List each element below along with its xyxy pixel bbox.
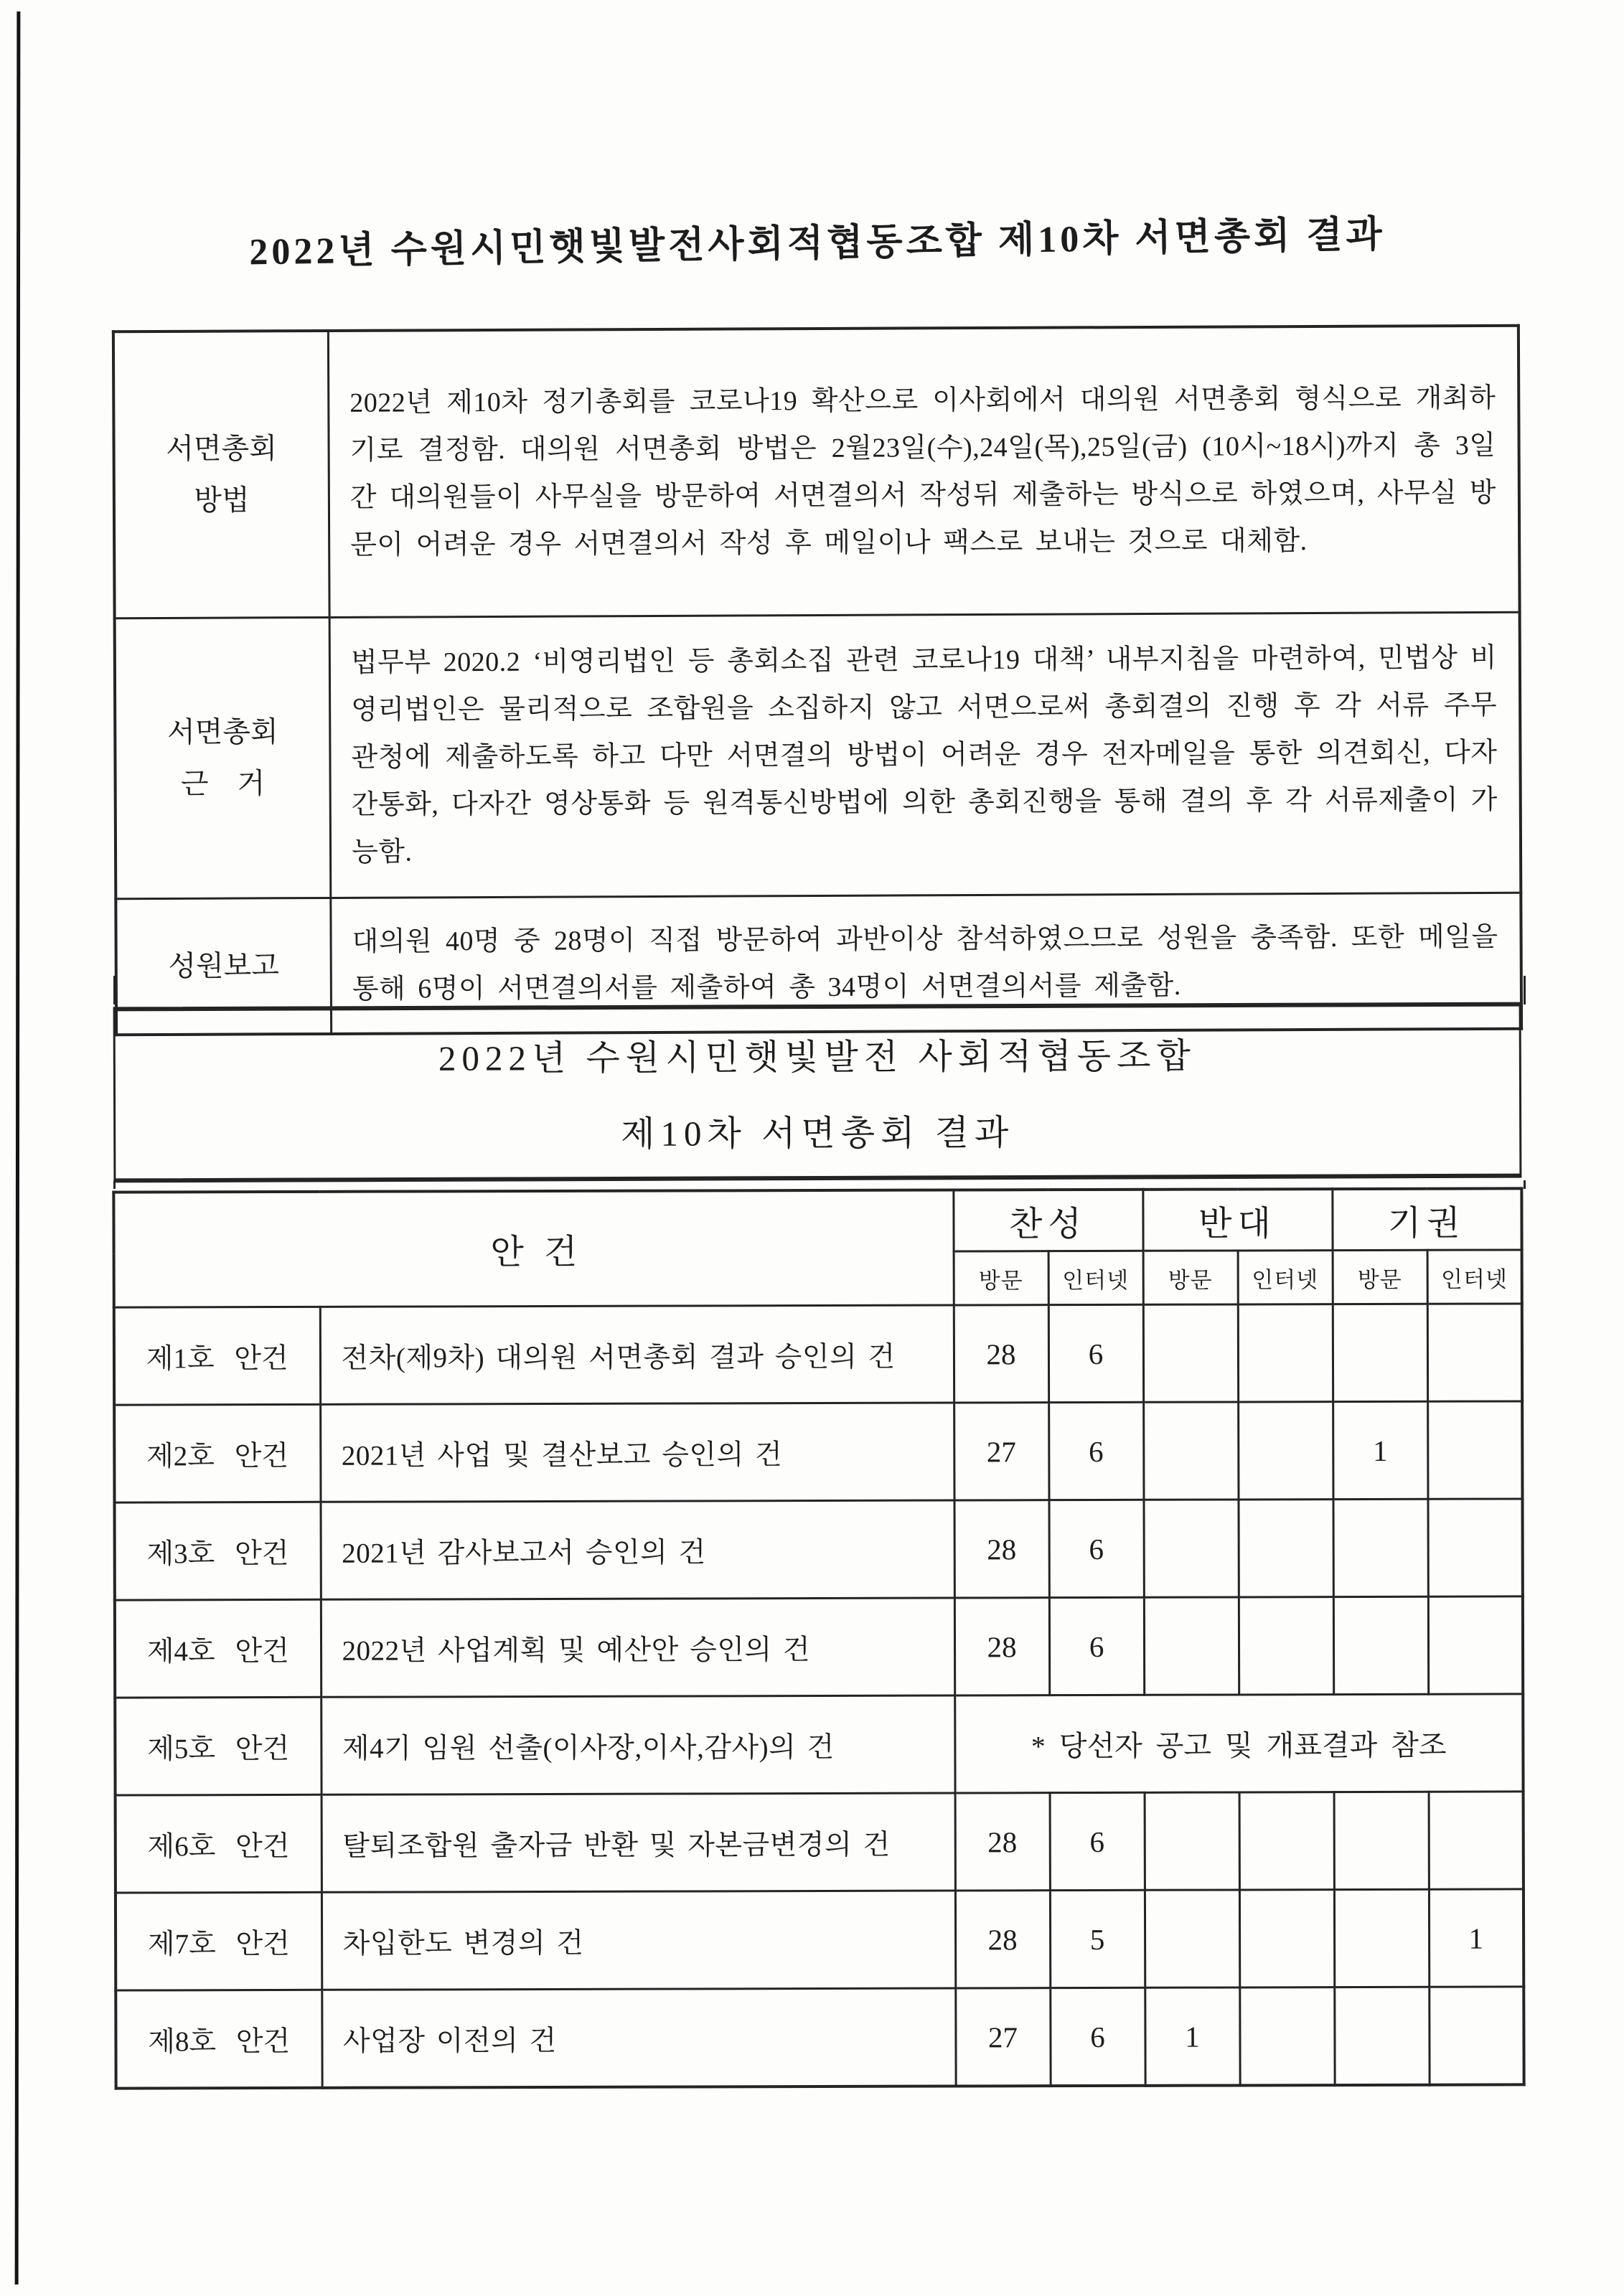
info-row-label-line: 방법 [194,484,250,517]
meeting-info-table [112,324,1523,1037]
info-row-content: 2022년 제10차 정기총회를 코로나19 확산으로 이사회에서 대의원 서면총회 형식으로 개최하기로 결정함. 대의원 서면총회 방법은 2월23일(수),24일(목),25일(금) (10시~18시)까지 총 3일간 대의원들이 사무실을 방문하여 서면결의서 작성뒤 제출하는 방식으로 하였으며, 사무실 방문이 어려운 경우 서면결의서 작성 후 메일이나 팩스로 보내는 것으로 대체함. [328,326,1519,618]
vote-cell-5 [1429,1792,1524,1889]
vote-cell-4 [1334,1792,1429,1889]
agenda-desc-cell: 사업장 이전의 건 [321,1988,955,2088]
vote-cell-4 [1334,1987,1429,2085]
agenda-row [114,1304,1522,1405]
vote-cell-5 [1427,1304,1522,1401]
col-header-oppose: 반대 [1142,1189,1332,1251]
agenda-no-cell: 제4호 안건 [115,1599,321,1698]
col-subheader-5: 인터넷 [1427,1250,1522,1304]
agenda-desc-cell: 2021년 사업 및 결산보고 승인의 건 [320,1403,954,1502]
vote-cell-4 [1334,1889,1429,1987]
agenda-no-cell: 제3호 안건 [115,1502,321,1600]
vote-cell-2 [1145,1792,1239,1890]
vote-cell-1: 6 [1048,1500,1143,1597]
col-header-abstain: 기권 [1332,1188,1521,1250]
info-row-content: 대의원 40명 중 28명이 직접 방문하여 과반이상 참석하였으므로 성원을 충족함. 또한 메일을 통해 6명이 서면결의서를 제출하여 총 34명이 서면결의서를 제출함. [331,893,1521,1034]
vote-cell-0: 28 [954,1305,1048,1403]
vote-cell-0: 28 [955,1891,1050,1988]
vote-cell-4: 1 [1333,1401,1427,1499]
vote-cell-1: 6 [1050,1987,1145,2086]
vote-cell-0: 28 [954,1500,1048,1598]
vote-cell-5 [1428,1596,1523,1694]
col-subheader-3: 인터넷 [1238,1251,1333,1304]
vote-cell-2 [1145,1890,1239,1987]
vote-cell-3 [1238,1500,1333,1597]
vote-result-table [112,1187,1525,2089]
info-row-label [115,617,331,898]
vote-cell-5 [1429,1987,1524,2085]
result-title-box [113,1002,1522,1183]
agenda-row [116,1889,1524,1990]
vote-cell-3 [1239,1987,1334,2086]
vote-cell-2 [1143,1500,1238,1597]
agenda-row [115,1499,1523,1600]
col-subheader-2: 방문 [1143,1251,1238,1304]
spacer-box-top [113,976,1526,1004]
vote-cell-2 [1143,1402,1238,1500]
vote-cell-0: 27 [955,1988,1050,2086]
info-row-label-line: 서면총회 [166,715,278,748]
vote-cell-2 [1144,1597,1239,1695]
vote-cell-4 [1333,1499,1427,1596]
agenda-no-cell: 제7호 안건 [116,1892,321,1990]
vote-cell-1: 6 [1049,1597,1144,1695]
agenda-row [115,1596,1523,1698]
agenda-no-cell: 제1호 안건 [114,1307,320,1405]
vote-cell-5 [1427,1401,1522,1499]
col-subheader-1: 인터넷 [1048,1251,1143,1304]
info-row-label-line: 서면총회 [166,432,277,465]
col-subheader-4: 방문 [1333,1250,1427,1304]
vote-cell-3 [1238,1304,1333,1402]
vote-cell-3 [1239,1890,1334,1987]
scan-edge-line [15,11,21,2285]
agenda-desc-cell: 차입한도 변경의 건 [321,1891,955,1990]
vote-cell-5 [1427,1499,1522,1596]
info-row-label-line: 성원보고 [168,949,280,982]
vote-cell-0: 28 [954,1598,1049,1695]
vote-cell-1: 6 [1048,1402,1143,1500]
agenda-no-cell: 제8호 안건 [116,1990,321,2088]
info-table-row [113,326,1520,618]
vote-cell-2: 1 [1145,1987,1239,2086]
agenda-desc-cell: 2022년 사업계획 및 예산안 승인의 건 [321,1598,954,1697]
vote-cell-0: 28 [955,1793,1050,1891]
vote-cell-1: 6 [1050,1792,1145,1890]
agenda-note-cell: * 당선자 공고 및 개표결과 참조 [954,1694,1523,1793]
agenda-desc-cell: 2021년 감사보고서 승인의 건 [320,1500,954,1599]
info-row-label [113,331,329,618]
agenda-row [114,1401,1522,1502]
info-row-content: 법무부 2020.2 ‘비영리법인 등 총회소집 관련 코로나19 대책’ 내부지침을 마련하여, 민법상 비영리법인은 물리적으로 조합원을 소집하지 않고 서면으로써 총회결의 진행 후 각 서류 주무관청에 제출하도록 하고 다만 서면결의 방법이 어려운 경우 전자메일을 통한 의견회신, 다자간통화, 다자간 영상통화 등 원격통신방법에 의한 총회진행을 통해 결의 후 각 서류제출이 가능함. [329,612,1521,898]
result-title-line1: 2022년 수원시민햇빛발전 사회적협동조합 [438,1035,1196,1078]
agenda-desc-cell: 탈퇴조합원 출자금 반환 및 자본금변경의 건 [321,1793,955,1892]
result-title-line2: 제10차 서면총회 결과 [621,1112,1015,1154]
vote-cell-1: 5 [1050,1890,1145,1987]
vote-cell-2 [1143,1304,1238,1402]
vote-cell-5: 1 [1429,1889,1524,1987]
vote-cell-3 [1239,1792,1334,1890]
agenda-no-cell: 제5호 안건 [115,1697,321,1795]
agenda-row [115,1694,1523,1795]
agenda-desc-cell: 제4기 임원 선출(이사장,이사,감사)의 건 [321,1695,954,1794]
agenda-no-cell: 제6호 안건 [116,1794,321,1893]
vote-cell-1: 6 [1048,1304,1143,1402]
vote-cell-3 [1238,1402,1333,1500]
page-title: 2022년 수원시민햇빛발전사회적협동조합 제10차 서면총회 결과 [248,214,1386,273]
agenda-no-cell: 제2호 안건 [114,1404,320,1502]
col-header-approve: 찬성 [953,1190,1142,1251]
vote-cell-3 [1239,1597,1333,1695]
agenda-row [116,1987,1524,2089]
col-subheader-0: 방문 [954,1251,1048,1305]
vote-cell-0: 27 [954,1403,1048,1500]
vote-cell-4 [1333,1304,1427,1401]
agenda-row [116,1792,1524,1893]
info-row-label-line: 근 거 [180,767,266,800]
agenda-desc-cell: 전차(제9차) 대의원 서면총회 결과 승인의 건 [320,1305,954,1404]
col-header-agenda: 안건 [113,1190,953,1308]
result-header-row-groups [113,1188,1521,1253]
info-table-row [115,612,1521,899]
vote-cell-4 [1333,1596,1428,1694]
